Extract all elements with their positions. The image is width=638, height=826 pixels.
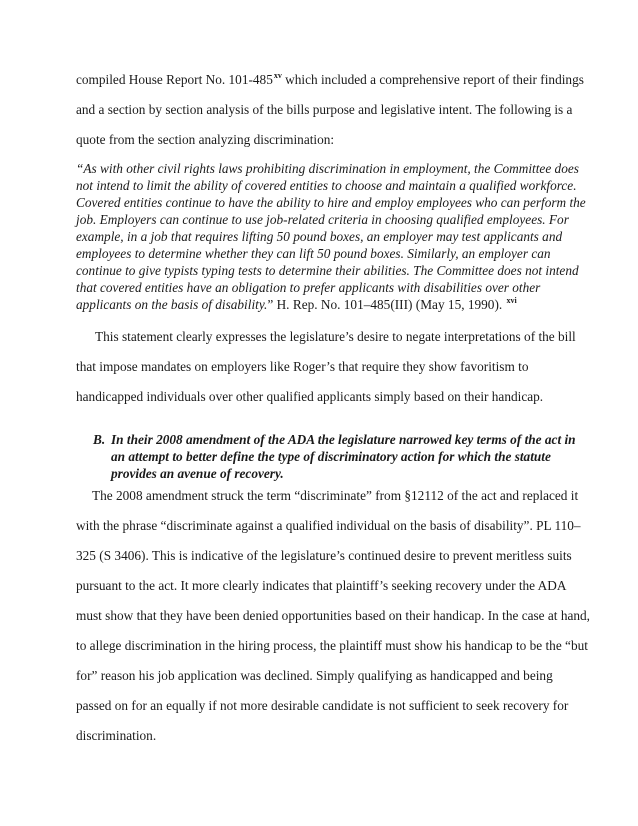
paragraph-1-line-3: quote from the section analyzing discrimination: — [76, 132, 335, 147]
text-segment: which included a comprehensive report of their findings — [281, 72, 584, 87]
paragraph-3-line-6: to allege discrimination in the hiring process, the plaintiff must show his handicap to be the “but — [76, 638, 588, 653]
quote-line-7: continue to give typists typing tests to determine their abilities. The Committee does not intend — [76, 263, 579, 278]
quote-line-3: Covered entities continue to have the ability to hire and employ employees who can perform the — [76, 195, 586, 210]
section-heading-line-2: an attempt to better define the type of discriminatory action for which the statute — [111, 449, 551, 464]
paragraph-3-line-8: passed on for an equally if not more desirable candidate is not sufficient to seek recovery for — [76, 698, 569, 713]
paragraph-3-line-5: must show that they have been denied opportunities based on their handicap. In the case at hand, — [76, 608, 590, 623]
paragraph-2-line-3: handicapped individuals over other qualified applicants simply based on their handicap. — [76, 389, 544, 404]
paragraph-2-line-2: that impose mandates on employers like Roger’s that require they show favoritism to — [76, 359, 529, 374]
quote-line-8: that covered entities have an obligation to prefer applicants with disabilities over other — [76, 280, 541, 295]
paragraph-1-line-2: and a section by section analysis of the bills purpose and legislative intent. The following is a — [76, 102, 573, 117]
citation-text: ” H. Rep. No. 101–485(III) (May 15, 1990). — [267, 297, 506, 312]
quote-line-9 — [76, 297, 517, 315]
paragraph-3-line-7: for” reason his job application was declined. Simply qualifying as handicapped and being — [76, 668, 553, 683]
paragraph-1-line-1 — [76, 72, 584, 90]
quote-line-6: employees to determine whether they can lift 50 pound boxes. Similarly, an employer can — [76, 246, 551, 261]
paragraph-3-line-1: The 2008 amendment struck the term “discriminate” from §12112 of the act and replaced it — [92, 488, 579, 503]
section-heading-line-1: In their 2008 amendment of the ADA the legislature narrowed key terms of the act in — [111, 432, 576, 447]
quote-line-1: “As with other civil rights laws prohibiting discrimination in employment, the Committee does — [76, 161, 579, 176]
endnote-marker: xv — [273, 71, 282, 80]
quote-line-5: example, in a job that requires lifting 50 pound boxes, an employer may test applicants and — [76, 229, 563, 244]
endnote-marker: xvi — [506, 296, 517, 305]
paragraph-2-line-1: This statement clearly expresses the legislature’s desire to negate interpretations of the bill — [95, 329, 576, 344]
paragraph-3-line-2: with the phrase “discriminate against a qualified individual on the basis of disability”. PL 110– — [76, 518, 581, 533]
paragraph-3-line-4: pursuant to the act. It more clearly indicates that plaintiff’s seeking recovery under the ADA — [76, 578, 567, 593]
section-label: B. — [93, 432, 106, 447]
quote-text-end: applicants on the basis of disability. — [76, 297, 268, 312]
paragraph-3-line-9: discrimination. — [76, 728, 157, 743]
text-segment: compiled House Report No. 101-485 — [76, 72, 273, 87]
paragraph-3-line-3: 325 (S 3406). This is indicative of the legislature’s continued desire to prevent meritless suits — [76, 548, 572, 563]
section-heading-line-3: provides an avenue of recovery. — [111, 466, 284, 481]
quote-line-2: not intend to limit the ability of covered entities to choose and maintain a qualified workforce. — [76, 178, 577, 193]
quote-line-4: job. Employers can continue to use job-related criteria in choosing qualified employees. For — [76, 212, 569, 227]
